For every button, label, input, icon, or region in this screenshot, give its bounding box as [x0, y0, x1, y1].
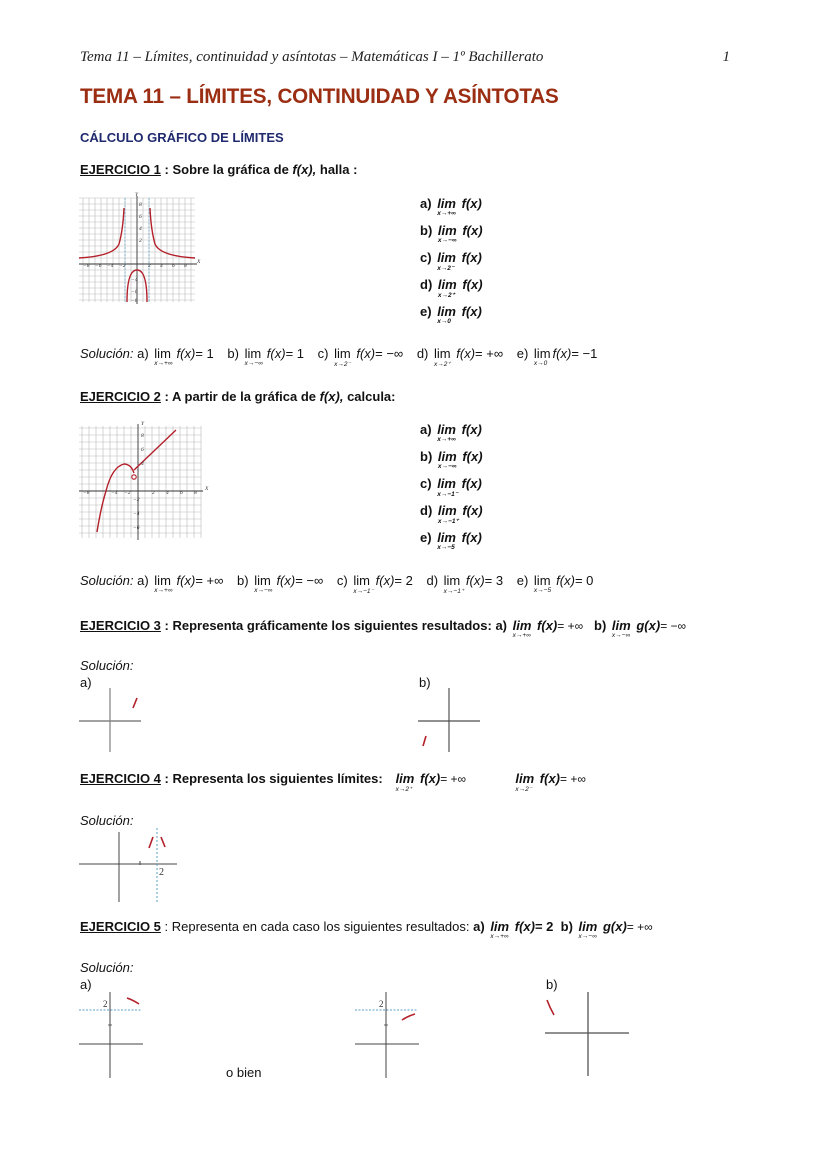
- exercise-5-solution-label: Solución:: [80, 960, 134, 975]
- svg-text:4: 4: [139, 226, 142, 232]
- part-b-label: b): [546, 977, 558, 992]
- exercise-3-heading: EJERCICIO 3 : Representa gráficamente los siguientes resultados: a) lim x→+∞ f(x)= +∞ b) lim x→−∞ g(x)= −∞: [80, 618, 687, 639]
- svg-text:−4: −4: [107, 263, 114, 269]
- exercise-label: EJERCICIO 1: [80, 162, 161, 177]
- svg-text:8: 8: [184, 263, 187, 269]
- svg-text:2: 2: [139, 238, 142, 244]
- svg-text:Y: Y: [141, 421, 145, 427]
- question-item: b) lim x→−∞ f(x): [420, 223, 483, 244]
- svg-text:−6: −6: [131, 289, 138, 295]
- svg-text:2: 2: [148, 263, 151, 269]
- part-a-label: a): [80, 675, 92, 690]
- exercise-2-solution: Solución: a) lim x→+∞ f(x)= +∞ b) lim x→−∞ f(x)= −∞ c) lim x→−1⁻ f(x)= 2 d) lim x→−1⁺ f(x)= 3 e) lim x→−5 f(x)= 0: [80, 573, 594, 595]
- question-item: d) lim x→2⁺ f(x): [420, 277, 483, 299]
- svg-text:6: 6: [172, 263, 175, 269]
- question-item: c) lim x→2⁻ f(x): [420, 250, 482, 272]
- exercise-2-graph: [79, 421, 209, 540]
- function-name: f(x),: [292, 162, 317, 177]
- part-b-label: b): [419, 675, 431, 690]
- exercise-3a-sketch: [79, 688, 149, 754]
- exercise-1-questions: [420, 196, 483, 331]
- exercise-label: EJERCICIO 2: [80, 389, 161, 404]
- part-a-label: a): [80, 977, 92, 992]
- exercise-2-questions: [420, 422, 483, 557]
- svg-text:8: 8: [139, 202, 142, 208]
- question-item: a) lim x→+∞ f(x): [420, 422, 482, 443]
- exercise-prompt: : Sobre la gráfica de: [160, 162, 293, 177]
- svg-text:X: X: [205, 486, 209, 492]
- exercise-prompt: : A partir de la gráfica de: [160, 389, 320, 404]
- exercise-4-solution-label: Solución:: [80, 813, 134, 828]
- section-title: CÁLCULO GRÁFICO DE LÍMITES: [80, 130, 284, 145]
- svg-text:−8: −8: [131, 298, 138, 304]
- exercise-1-heading: [80, 162, 357, 177]
- svg-text:2: 2: [159, 867, 164, 878]
- exercise-3b-sketch: [418, 688, 488, 754]
- svg-text:6: 6: [141, 447, 144, 453]
- svg-text:−8: −8: [83, 263, 90, 269]
- exercise-prompt: : Representa en cada caso los siguientes resultados:: [160, 919, 470, 934]
- question-item: c) lim x→−1⁻ f(x): [420, 476, 482, 498]
- exercise-2-heading: [80, 389, 396, 404]
- exercise-1-graph: [79, 194, 199, 306]
- svg-text:−2: −2: [119, 263, 126, 269]
- svg-text:−6: −6: [95, 263, 102, 269]
- svg-text:2: 2: [379, 999, 384, 1009]
- svg-text:−6: −6: [133, 525, 140, 531]
- function-name: f(x),: [319, 389, 344, 404]
- svg-text:2: 2: [103, 999, 108, 1009]
- svg-text:−2: −2: [124, 490, 131, 496]
- running-header: [80, 49, 730, 66]
- page-number: 1: [722, 49, 730, 65]
- exercise-label: EJERCICIO 3: [80, 618, 161, 633]
- exercise-prompt: : Representa los siguientes límites:: [160, 771, 383, 786]
- svg-text:−8: −8: [83, 490, 90, 496]
- exercise-4-heading: EJERCICIO 4 : Representa los siguientes límites: lim x→2⁺ f(x)= +∞ lim x→2⁻ f(x)= +∞: [80, 771, 586, 793]
- exercise-prompt: calcula:: [343, 389, 396, 404]
- svg-text:Y: Y: [135, 192, 139, 198]
- exercise-label: EJERCICIO 4: [80, 771, 161, 786]
- exercise-prompt: : Representa gráficamente los siguientes resultados:: [160, 618, 492, 633]
- svg-text:6: 6: [139, 214, 142, 220]
- exercise-4-sketch: [79, 828, 189, 904]
- question-item: a) lim x→+∞ f(x): [420, 196, 482, 217]
- question-item: d) lim x→−1⁺ f(x): [420, 503, 483, 525]
- svg-text:−4: −4: [111, 490, 118, 496]
- svg-text:8: 8: [141, 433, 144, 439]
- svg-text:−4: −4: [131, 277, 138, 283]
- svg-text:2: 2: [152, 490, 155, 496]
- exercise-5b-sketch: [545, 990, 635, 1080]
- exercise-label: EJERCICIO 5: [80, 919, 161, 934]
- svg-text:−2: −2: [133, 497, 140, 503]
- exercise-5-heading: EJERCICIO 5 : Representa en cada caso los siguientes resultados: a) lim x→+∞ f(x)= 2 b) lim x→−∞ g(x)= +∞: [80, 919, 653, 940]
- question-item: b) lim x→−∞ f(x): [420, 449, 483, 470]
- svg-text:−4: −4: [133, 511, 140, 517]
- svg-text:4: 4: [166, 490, 169, 496]
- question-item: e) lim x→0 f(x): [420, 304, 482, 325]
- svg-text:8: 8: [194, 490, 197, 496]
- exercise-5a-sketch-1: [79, 990, 149, 1080]
- page-title: TEMA 11 – LÍMITES, CONTINUIDAD Y ASÍNTOTAS: [80, 84, 559, 108]
- exercise-3-solution-label: Solución:: [80, 658, 134, 673]
- question-item: e) lim x→−5 f(x): [420, 530, 482, 551]
- svg-text:4: 4: [160, 263, 163, 269]
- exercise-prompt: halla :: [316, 162, 358, 177]
- svg-text:4: 4: [141, 461, 144, 467]
- exercise-5a-sketch-2: [355, 990, 425, 1080]
- svg-text:X: X: [197, 259, 201, 265]
- svg-text:6: 6: [180, 490, 183, 496]
- or-text: o bien: [226, 1065, 262, 1080]
- running-title: Tema 11 – Límites, continuidad y asíntotas – Matemáticas I – 1º Bachillerato: [80, 49, 544, 65]
- exercise-1-solution: Solución: a) lim x→+∞ f(x)= 1 b) lim x→−∞ f(x)= 1 c) lim x→2⁻ f(x)= −∞ d) lim x→2⁺ f(x)= +∞ e) lim x→0 f(x)= −1: [80, 346, 598, 368]
